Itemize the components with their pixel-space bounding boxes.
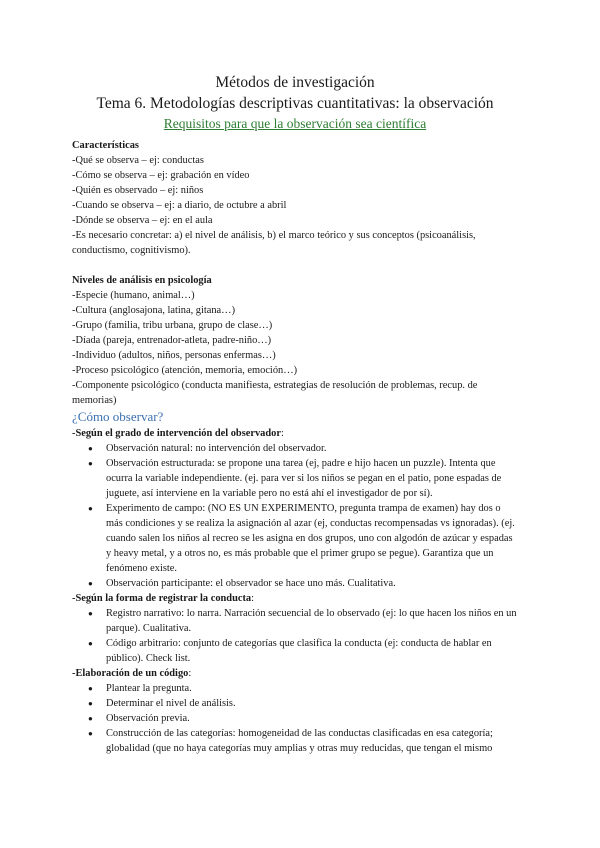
caracteristicas-line: -Cómo se observa – ej: grabación en vídeo <box>72 170 250 181</box>
niveles-line: -Cultura (anglosajona, latina, gitana…) <box>72 305 236 316</box>
caracteristicas-line: -Quién es observado – ej: niños <box>72 185 204 196</box>
niveles-line: -Individuo (adultos, niños, personas enfermas…) <box>72 350 276 361</box>
niveles-line: -Especie (humano, animal…) <box>72 290 195 301</box>
registro-heading-text: -Según la forma de registrar la conducta <box>72 593 252 604</box>
list-item: ● Código arbitrario: conjunto de categorías que clasifica la conducta (ej: conducta de hablar en público). Check list. <box>106 636 518 666</box>
list-item: ● Observación previa. <box>106 711 518 726</box>
list-item: ● Determinar el nivel de análisis. <box>106 696 518 711</box>
list-item: ● Observación natural: no intervención del observador. <box>106 441 518 456</box>
intervencion-heading-text: -Según el grado de intervención del observador <box>72 428 281 439</box>
codigo-list <box>72 681 518 756</box>
registro-heading <box>72 591 518 606</box>
codigo-colon: : <box>188 668 192 679</box>
registro-colon: : <box>251 593 255 604</box>
codigo-heading-text: -Elaboración de un código <box>72 668 189 679</box>
caracteristicas-line: -Dónde se observa – ej: en el aula <box>72 215 213 226</box>
caracteristicas-line: -Es necesario concretar: a) el nivel de análisis, b) el marco teórico y sus conceptos (psicoanálisis, conductismo, cognitivismo). <box>72 230 476 256</box>
codigo-heading <box>72 666 518 681</box>
list-item: ● Construcción de las categorías: homogeneidad de las conductas clasificadas en esa categoría; globalidad (que no haya categorías muy amplias y otras muy reducidas, que tengan el mismo <box>106 726 518 756</box>
caracteristicas-line: -Cuando se observa – ej: a diario, de octubre a abril <box>72 200 287 211</box>
caracteristicas-line: -Qué se observa – ej: conductas <box>72 155 204 166</box>
niveles-line: -Proceso psicológico (atención, memoria, emoción…) <box>72 365 298 376</box>
document-body <box>72 138 518 756</box>
requisitos-link[interactable]: Requisitos para que la observación sea científica <box>163 116 427 131</box>
intervencion-heading <box>72 426 518 441</box>
document-subtitle: Tema 6. Metodologías descriptivas cuantitativas: la observación <box>96 95 494 112</box>
niveles-heading: Niveles de análisis en psicología <box>72 275 212 286</box>
list-item: ● Observación participante: el observador se hace uno más. Cualitativa. <box>106 576 518 591</box>
list-item: ● Plantear la pregunta. <box>106 681 518 696</box>
list-item: ● Observación estructurada: se propone una tarea (ej, padre e hijo hacen un puzzle). Intenta que ocurra la variable independiente. (ej. para ver si los niños se pegan en el patio, pone espadas de juguete, así interviene en la variable pero no está ahí el investigador de por sí). <box>106 456 518 501</box>
registro-list <box>72 606 518 666</box>
document-title: Métodos de investigación <box>215 74 375 91</box>
como-observar-heading: ¿Cómo observar? <box>72 409 164 424</box>
niveles-line: -Grupo (familia, tribu urbana, grupo de clase…) <box>72 320 273 331</box>
list-item: ● Experimento de campo: (NO ES UN EXPERIMENTO, pregunta trampa de examen) hay dos o más condiciones y se realiza la asignación al azar (ej, conductas recompensadas vs ignoradas). (ej. cuando salen los niños al recreo se les asigna en dos grupos, uno con algodón de azúcar y espadas y heavy metal, y a otros no, es más probable que el primer grupo se pegue). Garantiza que un fenómeno existe. <box>106 501 518 576</box>
niveles-line: -Díada (pareja, entrenador-atleta, padre-niño…) <box>72 335 272 346</box>
list-item: ● Registro narrativo: lo narra. Narración secuencial de lo observado (ej: lo que hacen los niños en un parque). Cualitativa. <box>106 606 518 636</box>
niveles-line: -Componente psicológico (conducta manifiesta, estrategias de resolución de problemas, recup. de memorias) <box>72 380 478 406</box>
intervencion-colon: : <box>280 428 284 439</box>
intervencion-list <box>72 441 518 591</box>
caracteristicas-heading: Características <box>72 140 139 151</box>
